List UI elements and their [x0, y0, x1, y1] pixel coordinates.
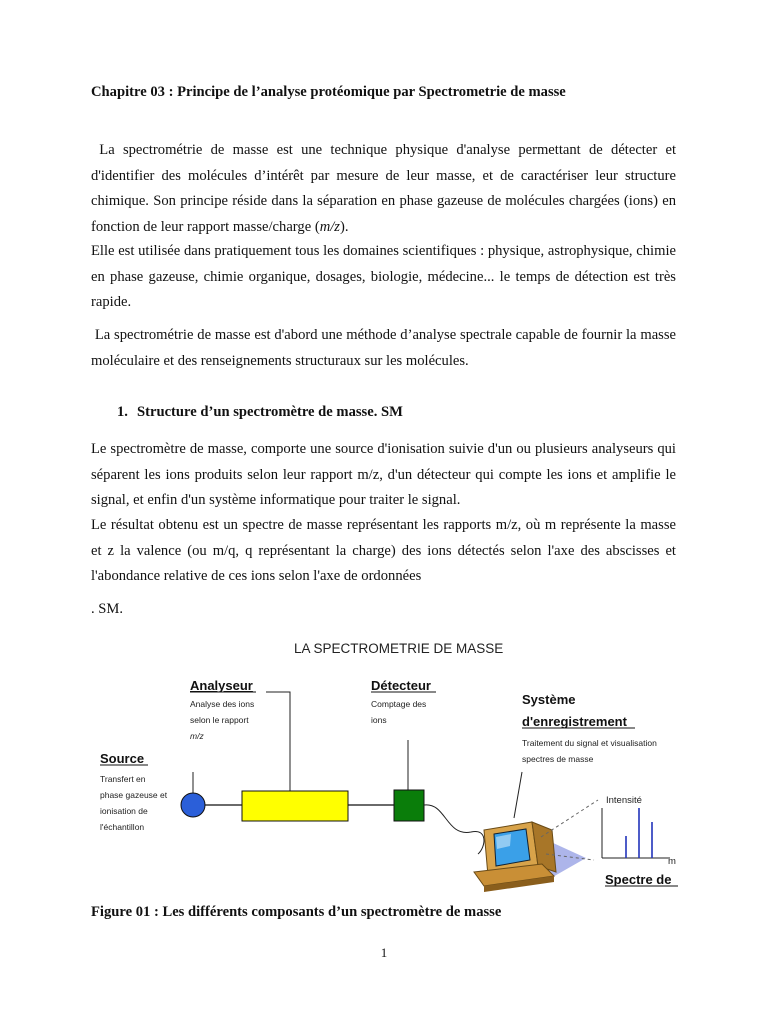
systeme-title-1: Système [522, 692, 576, 707]
source-desc-3: ionisation de [100, 806, 148, 816]
analyseur-desc-1: Analyse des ions [190, 699, 255, 709]
intensity-label: Intensité [606, 795, 642, 806]
figure-caption: Figure 01 : Les différents composants d’un spectromètre de masse [91, 904, 502, 920]
source-desc-4: l'échantillon [100, 822, 145, 832]
detecteur-box [394, 790, 424, 821]
figure-svg [86, 632, 678, 894]
section-title: Structure d’un spectromètre de masse. SM [137, 404, 403, 420]
spectre-label: Spectre de [605, 872, 672, 887]
analyseur-desc-2: selon le rapport [190, 715, 249, 725]
cable [424, 805, 484, 854]
section-number: 1. [117, 404, 128, 420]
computer-icon [474, 822, 586, 892]
spectrometer-figure [86, 632, 678, 894]
systeme-desc-2: spectres de masse [522, 754, 594, 764]
sm-note: . SM. [91, 601, 124, 617]
source-circle [181, 793, 205, 817]
systeme-desc-1: Traitement du signal et visualisation [522, 738, 657, 748]
analyseur-title: Analyseur [190, 678, 253, 693]
result-paragraph: Le résultat obtenu est un spectre de masse représentant les rapports m/z, où m représente la masse et z la valence (ou m/q, q représentant la charge) des ions détectés selon l'axe des abscisses et l'abondance relative de ces ions selon l'axe de ordonnées [91, 517, 676, 584]
page-number: 1 [380, 945, 388, 960]
systeme-title-2: d'enregistrement [522, 714, 627, 729]
analyseur-box [242, 791, 348, 821]
domains-paragraph: Elle est utilisée dans pratiquement tous les domaines scientifiques : physique, astrophysique, chimie en phase gazeuse, chimie organique, dosages, biologie, médecine... le temps de détection est très rapide. [91, 243, 676, 310]
source-desc-2: phase gazeuse et [100, 790, 168, 800]
method-paragraph: La spectrométrie de masse est d'abord une méthode d’analyse spectrale capable de fournir la masse moléculaire et des renseignements structuraux sur les molécules. [91, 327, 680, 369]
mz-italic: m/z [319, 218, 340, 235]
figure-title: LA SPECTROMETRIE DE MASSE [294, 641, 504, 656]
source-title: Source [100, 751, 145, 766]
structure-paragraph: Le spectromètre de masse, comporte une source d'ionisation suivie d'un ou plusieurs analyseurs qui séparent les ions produits selon leur rapport m/z, d'un détecteur qui compte les ions et amplifie le signal, et enfin d'un système informatique pour traiter le signal. [91, 441, 676, 508]
analyseur-connector [266, 692, 290, 792]
intro-text: La spectrométrie de masse est une technique physique d'analyse permettant de détecter et d'identifier des molécules d’intérêt par mesure de leur masse, et de caractériser leur structure chimique. Son principe réside dans la séparation en phase gazeuse de molécules chargées (ions) en fonction de leur rapport masse/charge ( [91, 142, 680, 235]
detecteur-title: Détecteur [371, 678, 431, 693]
systeme-connector [514, 772, 522, 818]
intro-text-end: ). [339, 218, 349, 235]
analyseur-desc-3: m/z [190, 731, 204, 741]
intro-paragraph [91, 138, 680, 240]
detecteur-desc-2: ions [371, 715, 387, 725]
source-desc-1: Transfert en [100, 774, 146, 784]
m-axis-label: m [668, 856, 676, 867]
chapter-title: Chapitre 03 : Principe de l’analyse protéomique par Spectrometrie de masse [91, 84, 566, 100]
detecteur-desc-1: Comptage des [371, 699, 427, 709]
section-heading [117, 404, 403, 421]
